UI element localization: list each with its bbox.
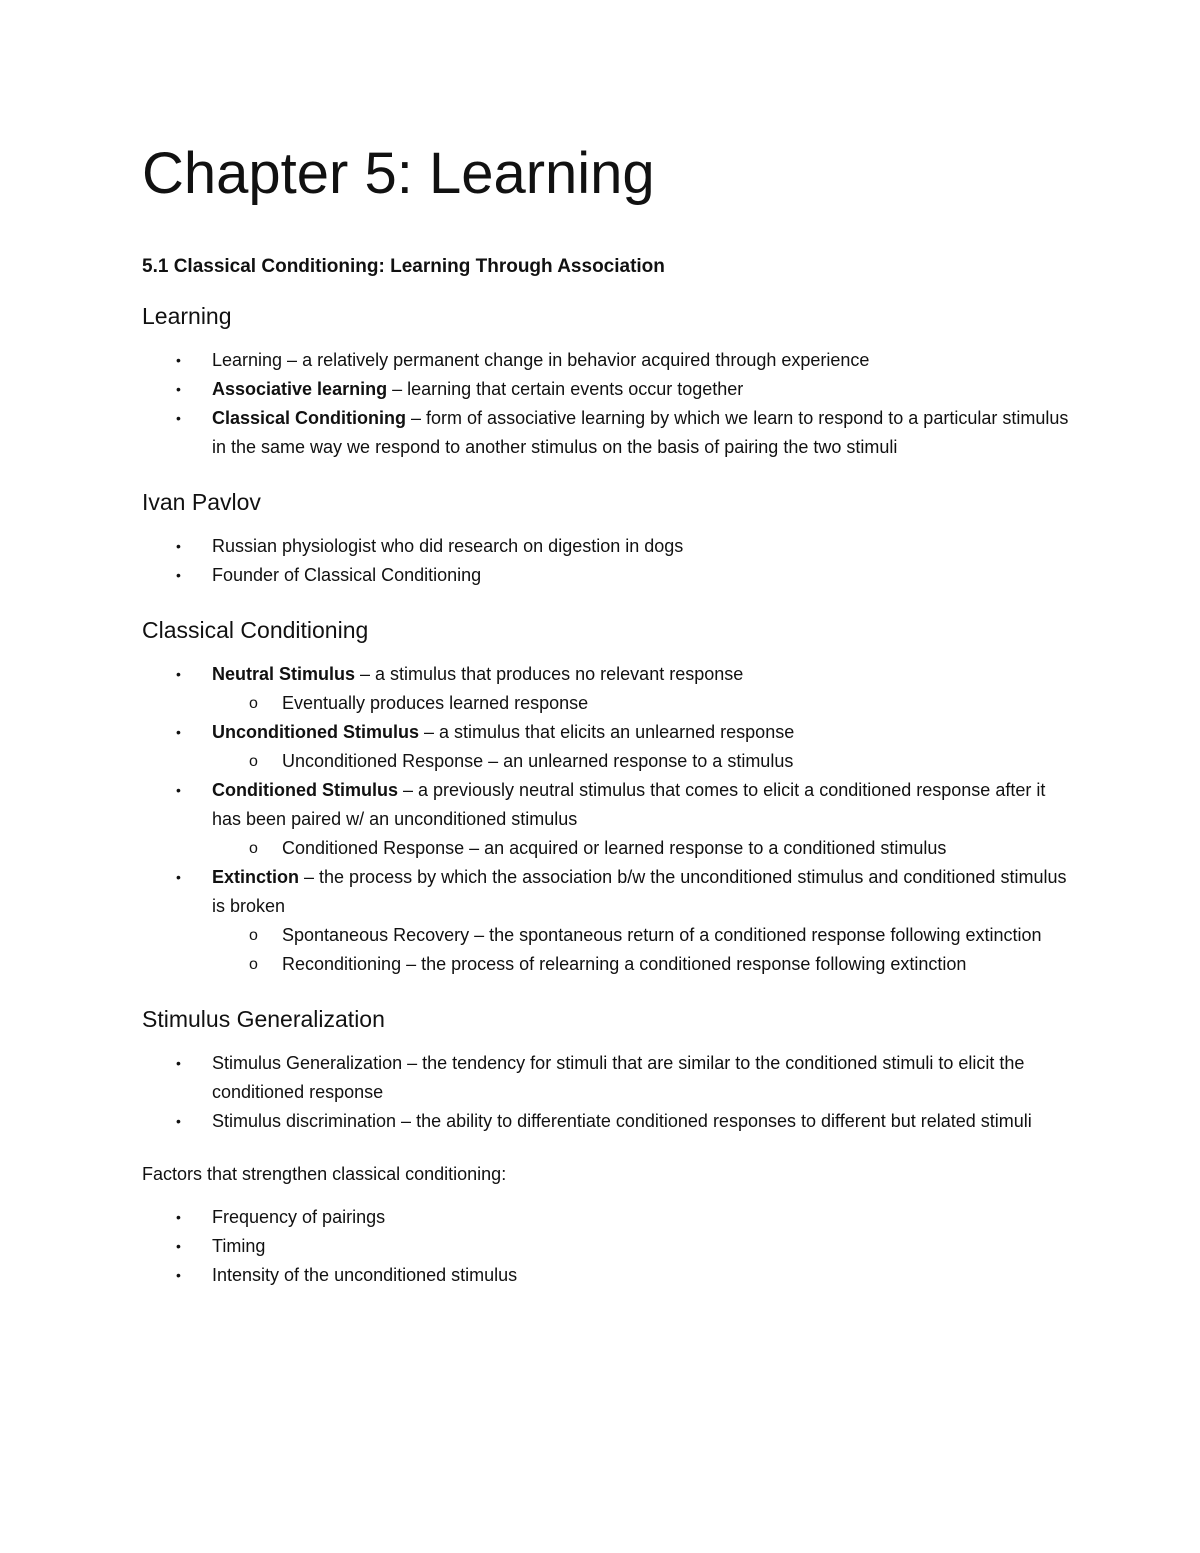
bullet-icon: •	[176, 1209, 181, 1225]
item-text: – the process by which the association b/w the unconditioned stimulus and conditioned stimulus is broken	[212, 867, 1067, 916]
generalization-list	[142, 1049, 1072, 1136]
sub-list	[212, 834, 1072, 863]
sub-list	[212, 747, 1072, 776]
item-term: Neutral Stimulus	[212, 664, 356, 684]
item-text: Frequency of pairings	[212, 1207, 386, 1227]
sub-list-item	[211, 747, 1072, 776]
sub-list-item	[211, 921, 1072, 950]
list-item	[142, 532, 1072, 561]
sub-bullet-icon: o	[249, 927, 258, 944]
bullet-icon: •	[176, 1267, 181, 1283]
list-item	[142, 776, 1072, 863]
item-term: Classical Conditioning	[212, 408, 407, 428]
item-text: Founder of Classical Conditioning	[212, 565, 482, 585]
item-text: – learning that certain events occur together	[387, 379, 744, 399]
sub-item-text: Eventually produces learned response	[282, 693, 589, 713]
bullet-icon: •	[176, 410, 181, 426]
item-text: Timing	[212, 1236, 266, 1256]
bullet-icon: •	[176, 724, 181, 740]
sub-item-text: Spontaneous Recovery – the spontaneous return of a conditioned response following extinction	[282, 925, 1042, 945]
factors-list	[142, 1203, 1072, 1290]
item-text: – a stimulus that elicits an unlearned response	[419, 722, 795, 742]
bullet-icon: •	[176, 666, 181, 682]
bullet-icon: •	[176, 538, 181, 554]
bullet-icon: •	[176, 1113, 181, 1129]
sub-item-text: Unconditioned Response – an unlearned response to a stimulus	[282, 751, 794, 771]
learning-heading: Learning	[142, 303, 232, 329]
item-term: Unconditioned Stimulus	[212, 722, 419, 742]
item-text: Stimulus discrimination – the ability to differentiate conditioned responses to different but related stimuli	[212, 1111, 1032, 1131]
item-text: Intensity of the unconditioned stimulus	[212, 1265, 518, 1285]
list-item	[142, 1261, 1072, 1290]
sub-list-item	[211, 950, 1072, 979]
item-term: Associative learning	[212, 379, 388, 399]
list-item	[142, 561, 1072, 590]
sub-item-text: Conditioned Response – an acquired or learned response to a conditioned stimulus	[282, 838, 947, 858]
pavlov-list	[142, 532, 1072, 590]
item-text: – form of associative learning by which we learn to respond to a particular stimulus in the same way we respond to another stimulus on the basis of pairing the two stimuli	[212, 408, 1069, 457]
list-item	[142, 346, 1072, 375]
item-text: – a stimulus that produces no relevant response	[355, 664, 744, 684]
sub-item-text: Reconditioning – the process of relearning a conditioned response following extinction	[282, 954, 967, 974]
learning-list	[142, 346, 1072, 462]
document-page	[142, 138, 1072, 1314]
bullet-icon: •	[176, 567, 181, 583]
page-title: Chapter 5: Learning	[142, 141, 655, 206]
list-item	[142, 375, 1072, 404]
item-text: Learning – a relatively permanent change in behavior acquired through experience	[212, 350, 870, 370]
sub-bullet-icon: o	[249, 956, 258, 973]
item-text: Stimulus Generalization – the tendency for stimuli that are similar to the conditioned stimuli to elicit the conditioned response	[212, 1053, 1025, 1102]
sub-list	[212, 921, 1072, 979]
item-term: Extinction	[212, 867, 300, 887]
pavlov-heading: Ivan Pavlov	[142, 489, 261, 515]
list-item	[142, 718, 1072, 776]
bullet-icon: •	[176, 869, 181, 885]
section-heading: 5.1 Classical Conditioning: Learning Through Association	[142, 256, 665, 277]
item-text: – a previously neutral stimulus that comes to elicit a conditioned response after it has been paired w/ an unconditioned stimulus	[212, 780, 1046, 829]
sub-bullet-icon: o	[249, 840, 258, 857]
list-item	[142, 1049, 1072, 1107]
bullet-icon: •	[176, 1055, 181, 1071]
bullet-icon: •	[176, 1238, 181, 1254]
list-item	[142, 660, 1072, 718]
sub-list	[212, 689, 1072, 718]
list-item	[142, 1203, 1072, 1232]
list-item	[142, 1107, 1072, 1136]
sub-list-item	[211, 689, 1072, 718]
sub-bullet-icon: o	[249, 753, 258, 770]
generalization-heading: Stimulus Generalization	[142, 1006, 385, 1032]
bullet-icon: •	[176, 352, 181, 368]
bullet-icon: •	[176, 782, 181, 798]
item-text: Russian physiologist who did research on digestion in dogs	[212, 536, 684, 556]
factors-intro: Factors that strengthen classical conditioning:	[142, 1164, 507, 1184]
list-item	[142, 404, 1072, 462]
list-item	[142, 1232, 1072, 1261]
item-term: Conditioned Stimulus	[212, 780, 398, 800]
classical-heading: Classical Conditioning	[142, 617, 369, 643]
sub-list-item	[211, 834, 1072, 863]
list-item	[142, 863, 1072, 979]
sub-bullet-icon: o	[249, 695, 258, 712]
classical-list	[142, 660, 1072, 979]
bullet-icon: •	[176, 381, 181, 397]
